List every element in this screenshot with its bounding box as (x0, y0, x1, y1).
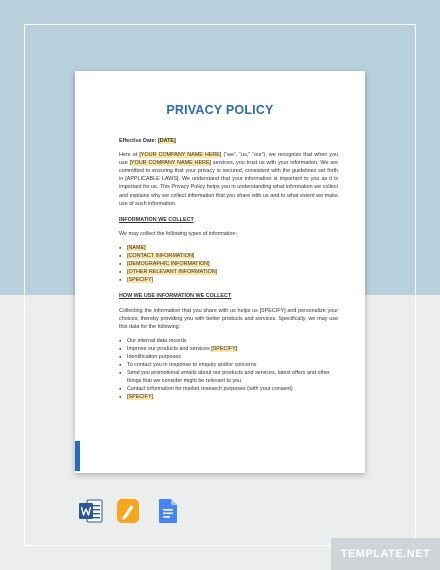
list-item: ● [SPECIFY] (119, 276, 338, 284)
effective-date-line (119, 137, 338, 145)
document-title: PRIVACY POLICY (166, 103, 274, 117)
use-list (119, 337, 338, 402)
list-item: ● Send you promotional emails about our products and services, latest offers and other things that we consider might be relevant to you (119, 369, 338, 385)
list-item: ● [NAME] (119, 244, 338, 252)
effective-date-value: [DATE] (157, 138, 176, 144)
list-item: ● [SPECIFY] (119, 393, 338, 401)
list-item: ● Identification purposes (119, 353, 338, 361)
effective-date-label: Effective Date: (119, 138, 157, 144)
section-heading-collect: INFORMATION WE COLLECT (119, 216, 194, 223)
intro-text-a: Here at (119, 152, 140, 159)
list-item: ● [DEMOGRAPHIC INFORMATION] (119, 260, 338, 268)
intro-paragraph (119, 151, 338, 208)
section-heading-use: HOW WE USE INFORMATION WE COLLECT (119, 293, 232, 300)
intro-text-b: (“we”, “us,” “our”), we recognize that when you use (119, 152, 338, 167)
list-item: ● Contact information for market research purposes (with your consent) (119, 385, 338, 393)
page-accent-bar (75, 441, 80, 471)
list-item: ● To contact you in response to enquiry and/or concerns (119, 361, 338, 369)
use-lead: Collecting the information that you share with us helps us [SPECIFY] and personalize your choices, thereby providing you with better products and services. Specifically, we may use this data for the following: (119, 307, 338, 330)
company-name-placeholder: [YOUR COMPANY NAME HERE] (139, 152, 222, 159)
list-item: ● Improve our products and services [SPECIFY] (119, 345, 338, 353)
pages-icon (116, 498, 140, 524)
document-body (119, 137, 338, 402)
list-item: ● [CONTACT INFORMATION] (119, 252, 338, 260)
google-docs-icon (158, 498, 178, 524)
list-item: ● Our internal data records (119, 337, 338, 345)
intro-text-c: services, you trust us with your information. We are committed to ensuring that your privacy is secured, consistent with the guidelines set forth in [APPLICABLE LAWS]. We understand that your information is important to you as it is important for us. This Privacy Policy helps you in understanding what information we collect and explains why we collect information that you share with us and to what extent we make use of such information. (119, 160, 338, 207)
company-name-placeholder: [YOUR COMPANY NAME HERE] (129, 160, 212, 167)
brand-badge: TEMPLATE.NET (331, 538, 440, 570)
collect-list (119, 244, 338, 284)
collect-lead: We may collect the following types of information: (119, 230, 237, 237)
word-icon (78, 498, 104, 524)
list-item: ● [OTHER RELEVANT INFORMATION] (119, 268, 338, 276)
document-page (75, 71, 365, 473)
